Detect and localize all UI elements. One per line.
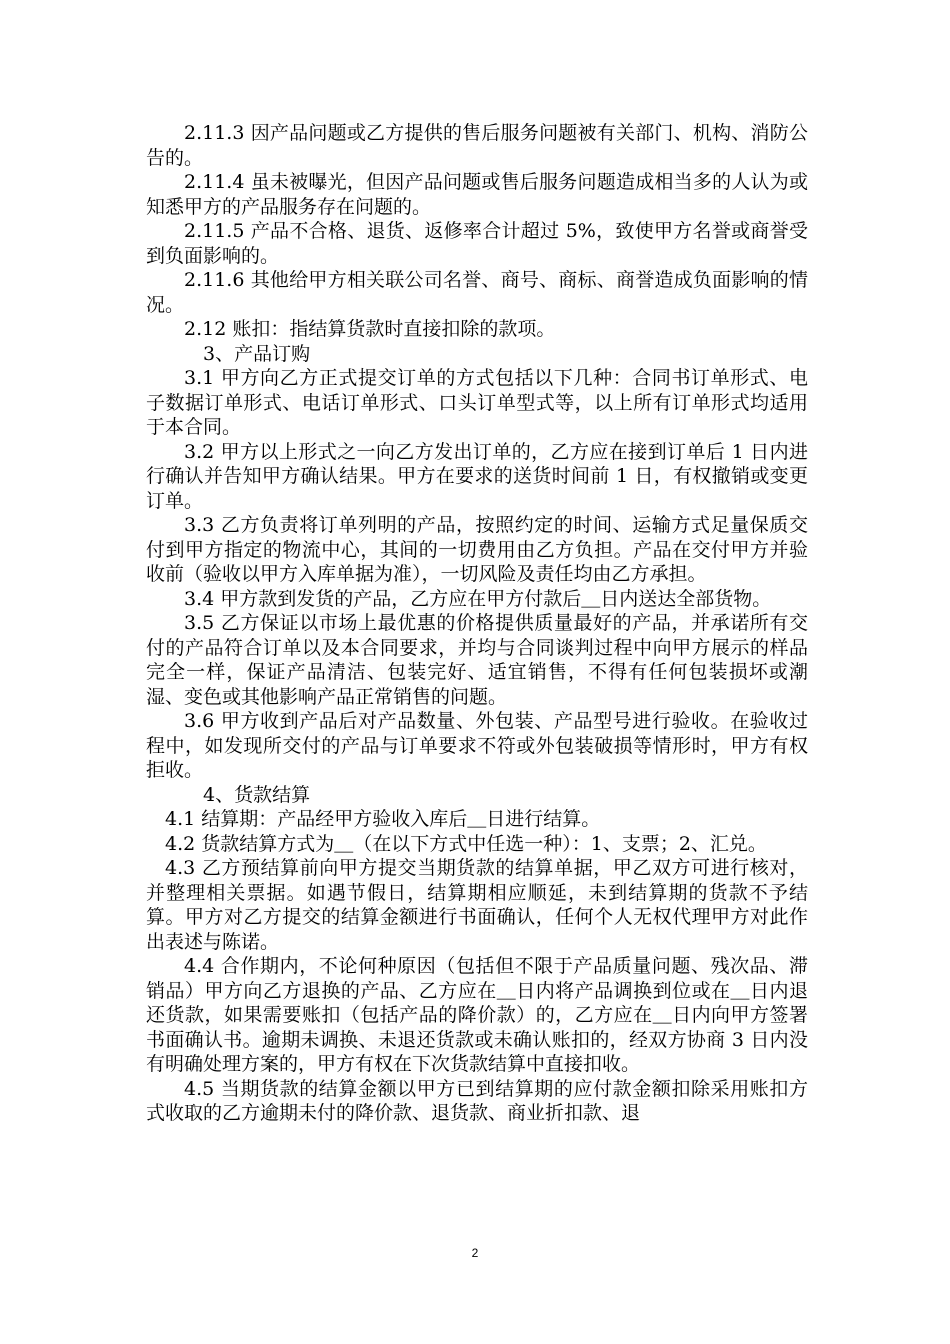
section-heading-4: 4、货款结算 <box>203 783 311 806</box>
clause-4-1: 4.1 结算期：产品经甲方验收入库后＿日进行结算。 <box>165 808 601 830</box>
clause-2-11-3: 2.11.3 因产品问题或乙方提供的售后服务问题被有关部门、机构、消防公告的。 <box>146 122 808 169</box>
clause-4-2: 4.2 货款结算方式为＿（在以下方式中任选一种）：1、支票；2、汇兑。 <box>165 832 767 855</box>
contract-body <box>146 121 808 1126</box>
clause-2-11-6: 2.11.6 其他给甲方相关联公司名誉、商号、商标、商誉造成负面影响的情况。 <box>146 269 808 316</box>
clause-2-12: 2.12 账扣：指结算货款时直接扣除的款项。 <box>184 318 556 340</box>
clause-3-5: 3.5 乙方保证以市场上最优惠的价格提供质量最好的产品，并承诺所有交付的产品符合订单以及本合同要求，并均与合同谈判过程中向甲方展示的样品完全一样，保证产品清洁、包装完好、适宜销售，不得有任何包装损坏或潮湿、变色或其他影响产品正常销售的问题。 <box>146 612 808 708</box>
page-number: 2 <box>471 1246 479 1260</box>
clause-3-3: 3.3 乙方负责将订单列明的产品，按照约定的时间、运输方式足量保质交付到甲方指定的物流中心，其间的一切费用由乙方负担。产品在交付甲方并验收前（验收以甲方入库单据为准），一切风险及责任均由乙方承担。 <box>146 514 808 585</box>
clause-2-11-4: 2.11.4 虽未被曝光，但因产品问题或售后服务问题造成相当多的人认为或知悉甲方的产品服务存在问题的。 <box>146 171 808 218</box>
clause-4-4: 4.4 合作期内，不论何种原因（包括但不限于产品质量问题、残次品、滞销品）甲方向乙方退换的产品、乙方应在＿日内将产品调换到位或在＿日内退还货款，如果需要账扣（包括产品的降价款）的，乙方应在＿日内向甲方签署书面确认书。逾期未调换、未退还货款或未确认账扣的，经双方协商 3 日内没有明确处理方案的，甲方有权在下次货款结算中直接扣收。 <box>146 955 808 1075</box>
clause-3-1: 3.1 甲方向乙方正式提交订单的方式包括以下几种：合同书订单形式、电子数据订单形式、电话订单形式、口头订单型式等，以上所有订单形式均适用于本合同。 <box>146 367 808 438</box>
clause-3-2: 3.2 甲方以上形式之一向乙方发出订单的，乙方应在接到订单后 1 日内进行确认并告知甲方确认结果。甲方在要求的送货时间前 1 日，有权撤销或变更订单。 <box>146 440 808 512</box>
clause-4-5: 4.5 当期货款的结算金额以甲方已到结算期的应付款金额扣除采用账扣方式收取的乙方逾期未付的降价款、退货款、商业折扣款、退 <box>146 1077 808 1124</box>
clause-3-4: 3.4 甲方款到发货的产品，乙方应在甲方付款后＿日内送达全部货物。 <box>184 587 772 610</box>
clause-4-3: 4.3 乙方预结算前向甲方提交当期货款的结算单据，甲乙双方可进行核对，并整理相关票据。如遇节假日，结算期相应顺延，未到结算期的货款不予结算。甲方对乙方提交的结算金额进行书面确认，任何个人无权代理甲方对此作出表述与陈诺。 <box>146 857 808 953</box>
clause-2-11-5: 2.11.5 产品不合格、退货、返修率合计超过 5%，致使甲方名誉或商誉受到负面影响的。 <box>146 220 808 267</box>
clause-3-6: 3.6 甲方收到产品后对产品数量、外包装、产品型号进行验收。在验收过程中，如发现所交付的产品与订单要求不符或外包装破损等情形时，甲方有权拒收。 <box>146 710 808 781</box>
section-heading-3: 3、产品订购 <box>203 342 311 365</box>
